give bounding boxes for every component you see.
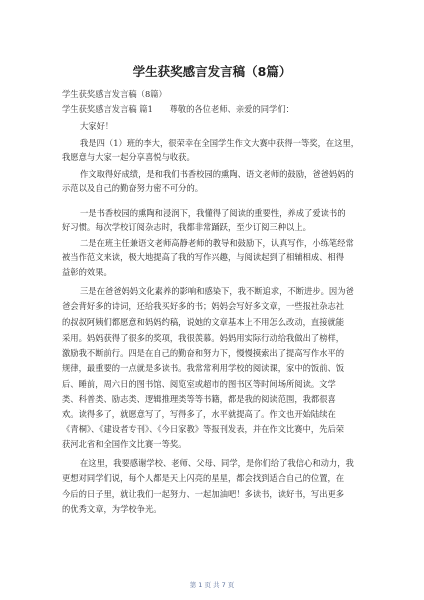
body-line: 《青桐》、《建设者专刊》、《今日家教》等报刊发表，并在作文比赛中，先后荣 [62, 424, 345, 434]
body-line: 益彰的效果。 [62, 267, 112, 277]
body-line: 激励我不断前行。四是在自己的勤奋和努力下，慢慢摸索出了提高写作水平的 [62, 348, 345, 358]
body-line: 我愿意与大家一起分享喜悦与收获。 [62, 152, 195, 162]
body-line: 好习惯。每次学校订阅杂志时，我都非常踊跃，至少订阅三种以上。 [62, 222, 311, 232]
body-line: 采用。妈妈获得了很多的奖项，我很羡慕。妈妈用实际行动给我做出了榜样， [62, 333, 345, 343]
body-line: 被当作范文来读，极大地提高了我的写作兴趣，与阅读起到了相辅相成、相得 [62, 252, 345, 262]
body-line: 爸会背好多的诗词，还给我买好多的书；妈妈会写好多文章，一些报社杂志社 [62, 301, 345, 311]
document-title: 学生获奖感言发言稿（8篇） [132, 64, 292, 79]
body-line: 在这里，我要感谢学校、老师、父母、同学，是你们给了我信心和动力，我 [80, 458, 354, 468]
document-subtitle: 学生获奖感言发言稿（8篇） [62, 89, 167, 99]
body-line: 的叔叔阿姨们都愿意和妈妈约稿，说她的文章基本上不用怎么改动，直接就能 [62, 317, 345, 327]
body-line: 一是书香校园的熏陶和浸润下，我懂得了阅读的重要性，养成了爱读书的 [80, 208, 346, 218]
body-line: 大家好！ [80, 121, 114, 131]
body-line: 三是在爸爸妈妈文化素养的影响和感染下，我不断追求，不断进步。因为爸 [80, 286, 354, 296]
page-number: 第 1 页 共 7 页 [189, 581, 235, 589]
body-line: 规律，最重要的一点就是多读书。我常常利用学校的阅读课，家中的饭前、饭 [62, 363, 345, 373]
body-line: 更想对同学们说，每个人都是天上闪亮的星星，都会找到适合自己的位置，在 [62, 473, 345, 483]
body-line: 获河北省和全国作文比赛一等奖。 [62, 439, 187, 449]
section-heading: 学生获奖感言发言稿 篇1 尊敬的各位老师、亲爱的同学们： [62, 104, 294, 114]
body-line: 我是四（1）班的李大，很荣幸在全国学生作文大赛中获得一等奖，在这里， [80, 138, 360, 148]
body-line: 欢。读得多了，就愿意写了，写得多了，水平就提高了。作文也开始陆续在 [62, 409, 336, 419]
body-line: 后、睡前，周六日的图书馆、阅览室或超市的图书区等时间场所阅读。文学 [62, 379, 336, 389]
body-line: 今后的日子里，就让我们一起努力、一起加油吧！多读书，读好书，写出更多 [62, 489, 345, 499]
body-line: 二是在班主任兼语文老师高静老师的教导和鼓励下，认真写作，小练笔经常 [80, 238, 354, 248]
body-line: 类、科普类、励志类、逻辑推理类等等书籍，都是我的阅读范围，我都很喜 [62, 394, 336, 404]
body-line: 的优秀文章，为学校争光。 [62, 504, 162, 514]
body-line: 示范以及自己的勤奋努力密不可分的。 [62, 183, 204, 193]
body-line: 作文取得好成绩，是和我们书香校园的熏陶、语文老师的鼓励，爸爸妈妈的 [80, 169, 354, 179]
